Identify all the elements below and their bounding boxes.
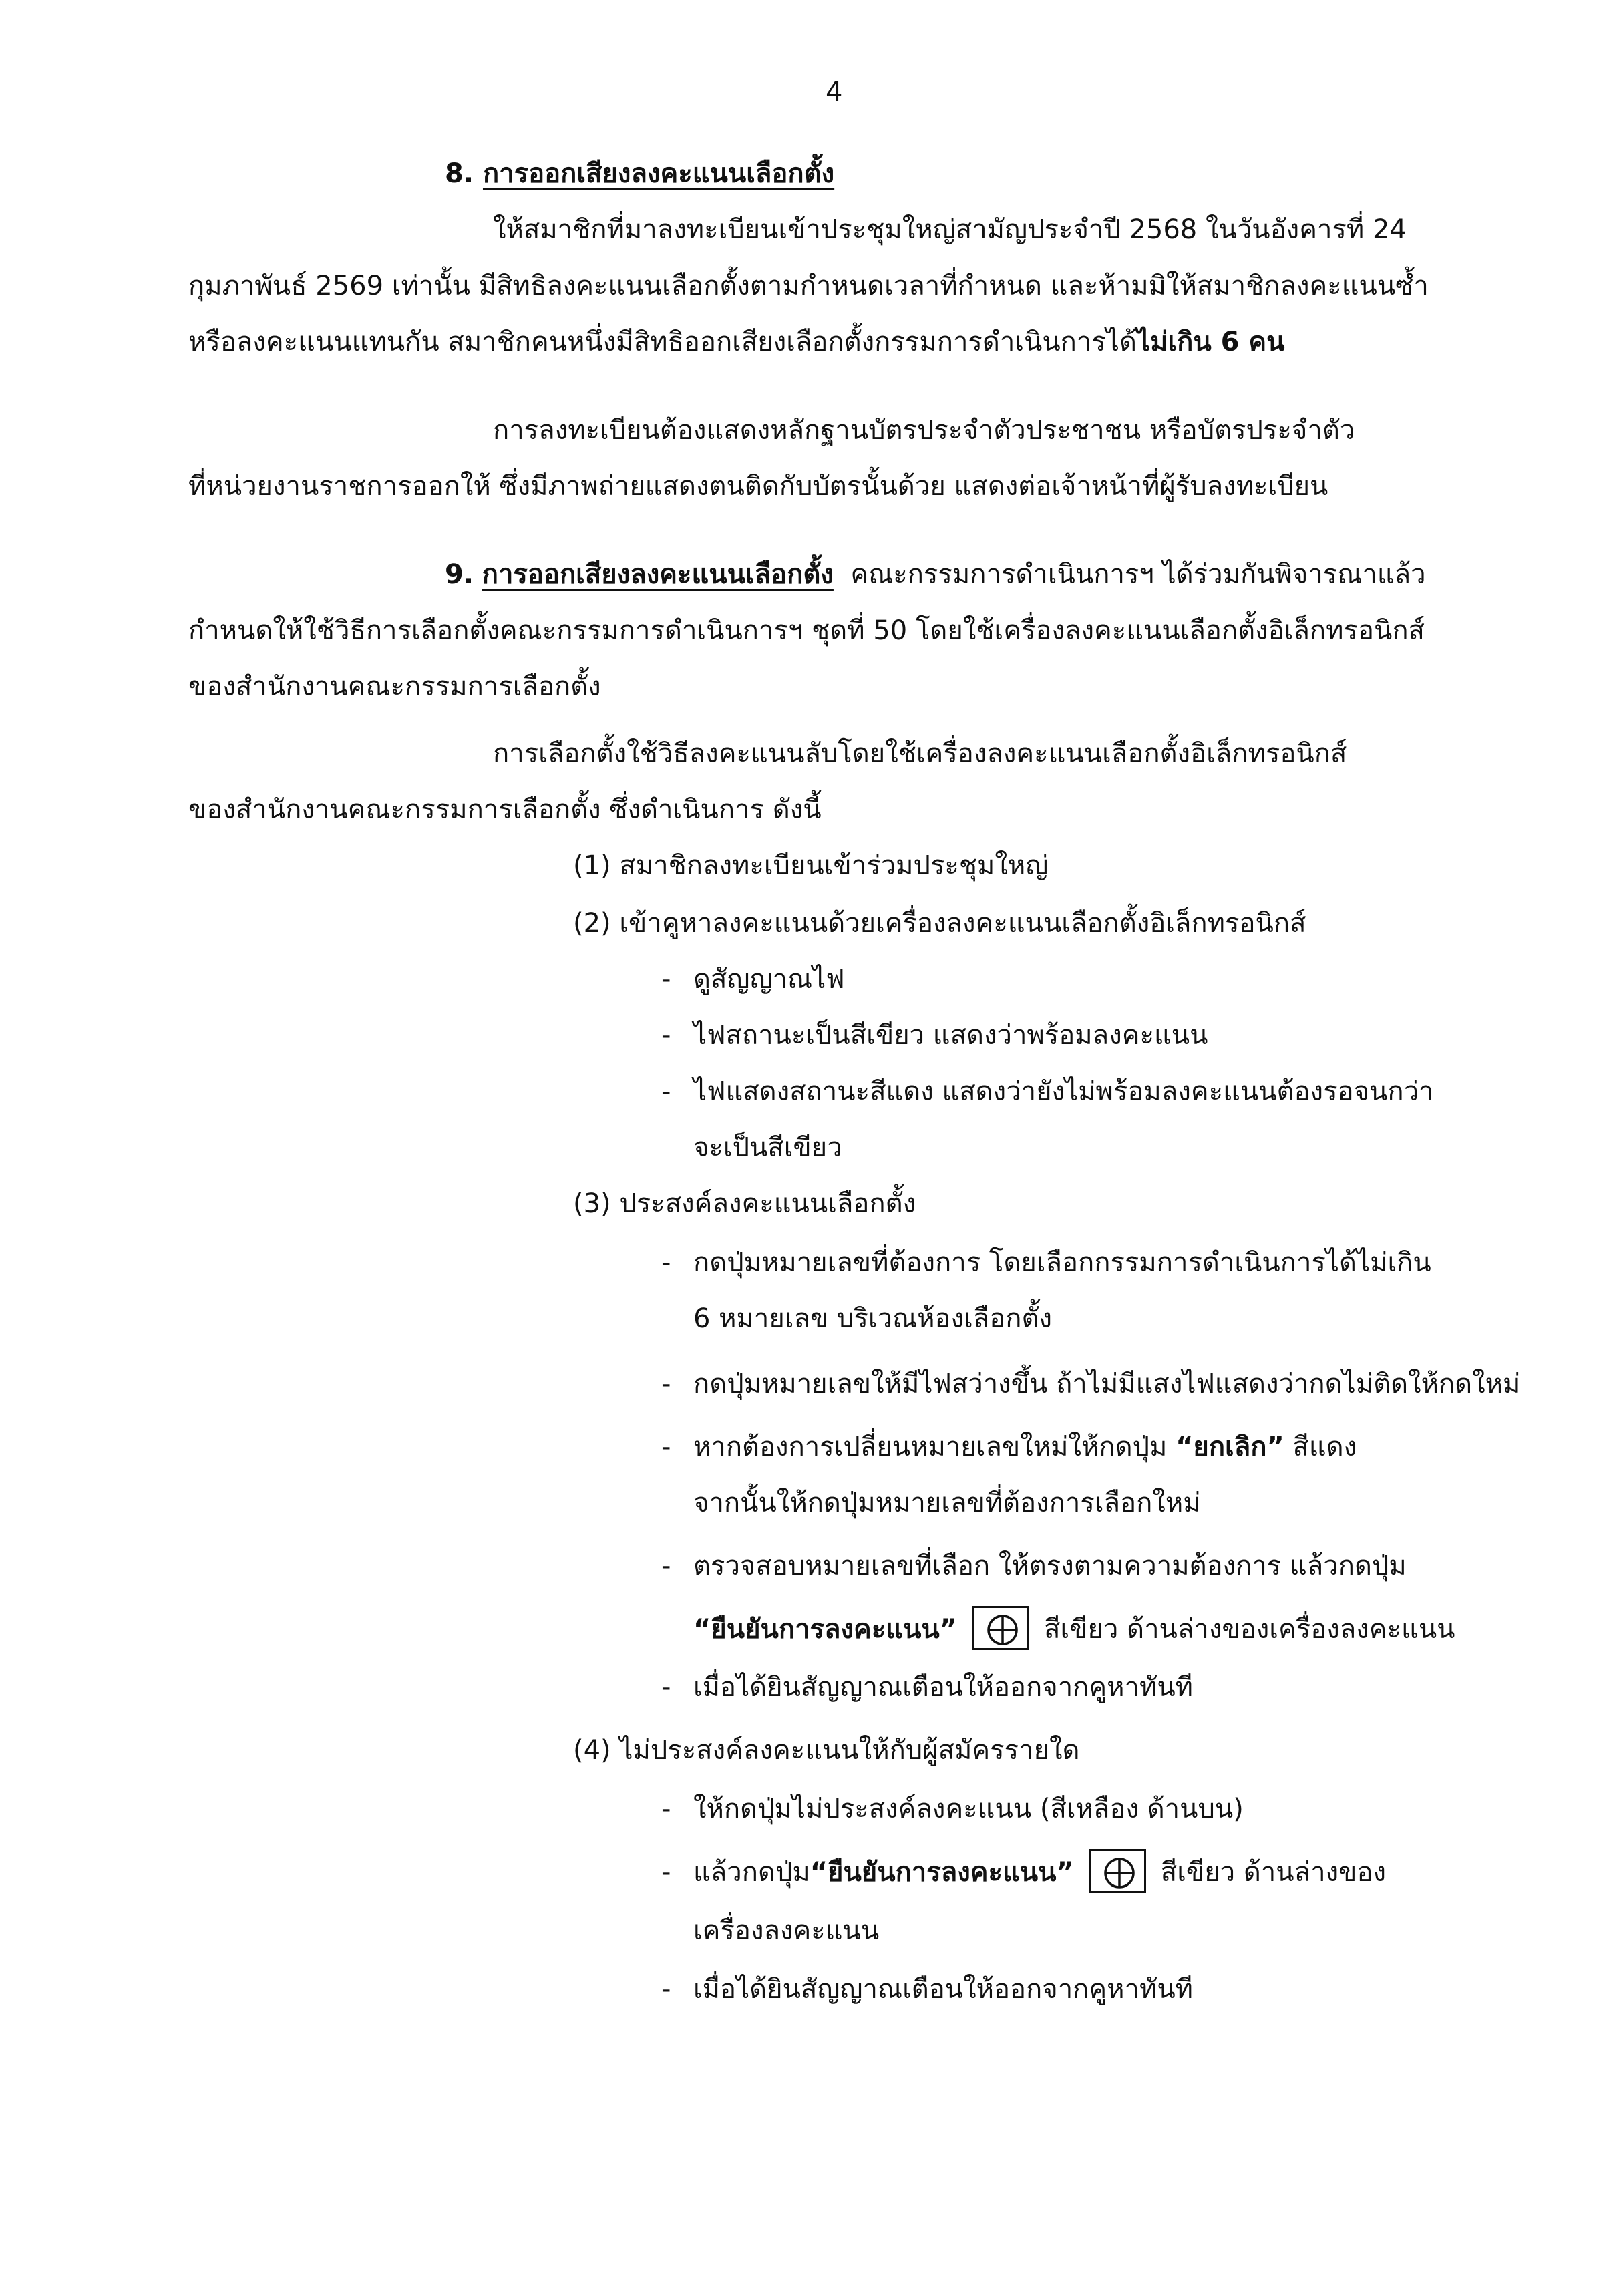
- section8-vote-limit: ไม่เกิน 6 คน: [1136, 327, 1285, 357]
- bullet-dash: -: [661, 1974, 671, 2005]
- bullet-dash: -: [661, 1857, 671, 1888]
- cancel-button-label: “ยกเลิก”: [1176, 1432, 1284, 1462]
- bullet-dash: -: [661, 1369, 671, 1400]
- section8-p1-line3: [188, 322, 1284, 362]
- page-number: 4: [826, 77, 843, 108]
- section8-number: 8.: [445, 158, 474, 189]
- step3-bullet4-text: ตรวจสอบหมายเลขที่เลือก ให้ตรงตามความต้องการ แล้วกดปุ่ม: [693, 1550, 1407, 1581]
- section8-p1-line2: กุมภาพันธ์ 2569 เท่านั้น มีสิทธิลงคะแนนเลือกตั้งตามกำหนดเวลาที่กำหนด และห้ามมิให้สมาชิกลงคะแนนซ้ำ: [188, 271, 1429, 301]
- section9-p1-line3: ของสำนักงานคณะกรรมการเลือกตั้ง: [188, 671, 601, 702]
- step3-bullet2-text: กดปุ่มหมายเลขให้มีไฟสว่างขึ้น ถ้าไม่มีแสงไฟแสดงว่ากดไม่ติดให้กดใหม่: [693, 1369, 1521, 1400]
- section9-title: การออกเสียงลงคะแนนเลือกตั้ง: [482, 559, 834, 590]
- step3-bullet4: [661, 1546, 1407, 1586]
- bullet-dash: -: [661, 1020, 671, 1051]
- confirm-vote-icon: [972, 1606, 1029, 1650]
- step4-bullet1: [661, 1789, 1244, 1829]
- section9-p2-line2: ของสำนักงานคณะกรรมการเลือกตั้ง ซึ่งดำเนินการ ดังนี้: [188, 794, 822, 825]
- bullet-dash: -: [661, 1550, 671, 1581]
- step3-bullet2: [661, 1364, 1520, 1404]
- bullet-dash: -: [661, 1672, 671, 1703]
- section9-p1-line1: [445, 554, 1426, 595]
- confirm-vote-icon: [1089, 1849, 1146, 1893]
- step3-bullet3-color: สีแดง: [1284, 1432, 1357, 1462]
- step3-bullet1-line2: 6 หมายเลข บริเวณห้องเลือกตั้ง: [693, 1303, 1053, 1334]
- step1: (1) สมาชิกลงทะเบียนเข้าร่วมประชุมใหญ่: [573, 850, 1049, 881]
- step3-bullet5: [661, 1667, 1193, 1707]
- step3-bullet3-text: หากต้องการเปลี่ยนหมายเลขใหม่ให้กดปุ่ม: [693, 1432, 1176, 1462]
- step2: (2) เข้าคูหาลงคะแนนด้วยเครื่องลงคะแนนเลือกตั้งอิเล็กทรอนิกส์: [573, 908, 1306, 939]
- step4-bullet2-tail: สีเขียว ด้านล่างของ: [1160, 1857, 1387, 1888]
- section9-p1-line1-tail: คณะกรรมการดำเนินการฯ ได้ร่วมกันพิจารณาแล้ว: [850, 559, 1426, 590]
- section8-heading: [445, 154, 834, 194]
- section9-number: 9.: [445, 559, 474, 590]
- step4-bullet2-line2: เครื่องลงคะแนน: [693, 1915, 880, 1946]
- section9-p1-line2: กำหนดให้ใช้วิธีการเลือกตั้งคณะกรรมการดำเนินการฯ ชุดที่ 50 โดยใช้เครื่องลงคะแนนเลือกตั้งอิเล็กทรอนิกส์: [188, 615, 1425, 646]
- step4-bullet2: [661, 1852, 1386, 1896]
- bullet-dash: -: [661, 964, 671, 995]
- step2-bullet1-text: ดูสัญญาณไฟ: [693, 964, 845, 995]
- section8-p2-line1: การลงทะเบียนต้องแสดงหลักฐานบัตรประจำตัวประชาชน หรือบัตรประจำตัว: [493, 415, 1355, 446]
- step3-bullet3-line2: จากนั้นให้กดปุ่มหมายเลขที่ต้องการเลือกใหม่: [693, 1488, 1201, 1518]
- section9-p2-line1: การเลือกตั้งใช้วิธีลงคะแนนลับโดยใช้เครื่องลงคะแนนเลือกตั้งอิเล็กทรอนิกส์: [493, 738, 1347, 769]
- step2-bullet3-line2: จะเป็นสีเขียว: [693, 1132, 842, 1163]
- step4: (4) ไม่ประสงค์ลงคะแนนให้กับผู้สมัครรายใด: [573, 1735, 1080, 1766]
- step2-bullet1: [661, 959, 845, 999]
- confirm-button-label: “ยืนยันการลงคะแนน”: [810, 1857, 1074, 1888]
- step3-bullet4-line2-text: สีเขียว ด้านล่างของเครื่องลงคะแนน: [1044, 1614, 1455, 1645]
- section8-p1-line3-text: หรือลงคะแนนแทนกัน สมาชิกคนหนึ่งมีสิทธิออกเสียงเลือกตั้งกรรมการดำเนินการได้: [188, 327, 1137, 357]
- bullet-dash: -: [661, 1247, 671, 1278]
- step3-bullet3: [661, 1427, 1357, 1467]
- step4-bullet3-text: เมื่อได้ยินสัญญาณเตือนให้ออกจากคูหาทันที: [693, 1974, 1194, 2005]
- bullet-dash: -: [661, 1794, 671, 1824]
- step4-bullet1-text: ให้กดปุ่มไม่ประสงค์ลงคะแนน (สีเหลือง ด้านบน): [693, 1794, 1244, 1824]
- step2-bullet3: [661, 1072, 1434, 1112]
- step3-bullet1: [661, 1243, 1431, 1283]
- step4-bullet2-text: แล้วกดปุ่ม: [693, 1857, 810, 1888]
- step3: (3) ประสงค์ลงคะแนนเลือกตั้ง: [573, 1188, 916, 1219]
- bullet-dash: -: [661, 1432, 671, 1462]
- step2-bullet2: [661, 1015, 1208, 1055]
- step3-bullet1-text: กดปุ่มหมายเลขที่ต้องการ โดยเลือกกรรมการดำเนินการได้ไม่เกิน: [693, 1247, 1431, 1278]
- confirm-button-label: “ยืนยันการลงคะแนน”: [693, 1614, 958, 1645]
- section8-p1-line1: ให้สมาชิกที่มาลงทะเบียนเข้าประชุมใหญ่สามัญประจำปี 2568 ในวันอังคารที่ 24: [493, 214, 1407, 245]
- step2-bullet3-text: ไฟแสดงสถานะสีแดง แสดงว่ายังไม่พร้อมลงคะแนนต้องรอจนกว่า: [693, 1076, 1434, 1107]
- step3-bullet4-line2: [693, 1609, 1455, 1653]
- step4-bullet3: [661, 1969, 1193, 2009]
- section8-p2-line2: ที่หน่วยงานราชการออกให้ ซึ่งมีภาพถ่ายแสดงตนติดกับบัตรนั้นด้วย แสดงต่อเจ้าหน้าที่ผู้รับลงทะเบียน: [188, 471, 1328, 502]
- section8-title: การออกเสียงลงคะแนนเลือกตั้ง: [482, 158, 835, 189]
- step3-bullet5-text: เมื่อได้ยินสัญญาณเตือนให้ออกจากคูหาทันที: [693, 1672, 1194, 1703]
- step2-bullet2-text: ไฟสถานะเป็นสีเขียว แสดงว่าพร้อมลงคะแนน: [693, 1020, 1208, 1051]
- bullet-dash: -: [661, 1076, 671, 1107]
